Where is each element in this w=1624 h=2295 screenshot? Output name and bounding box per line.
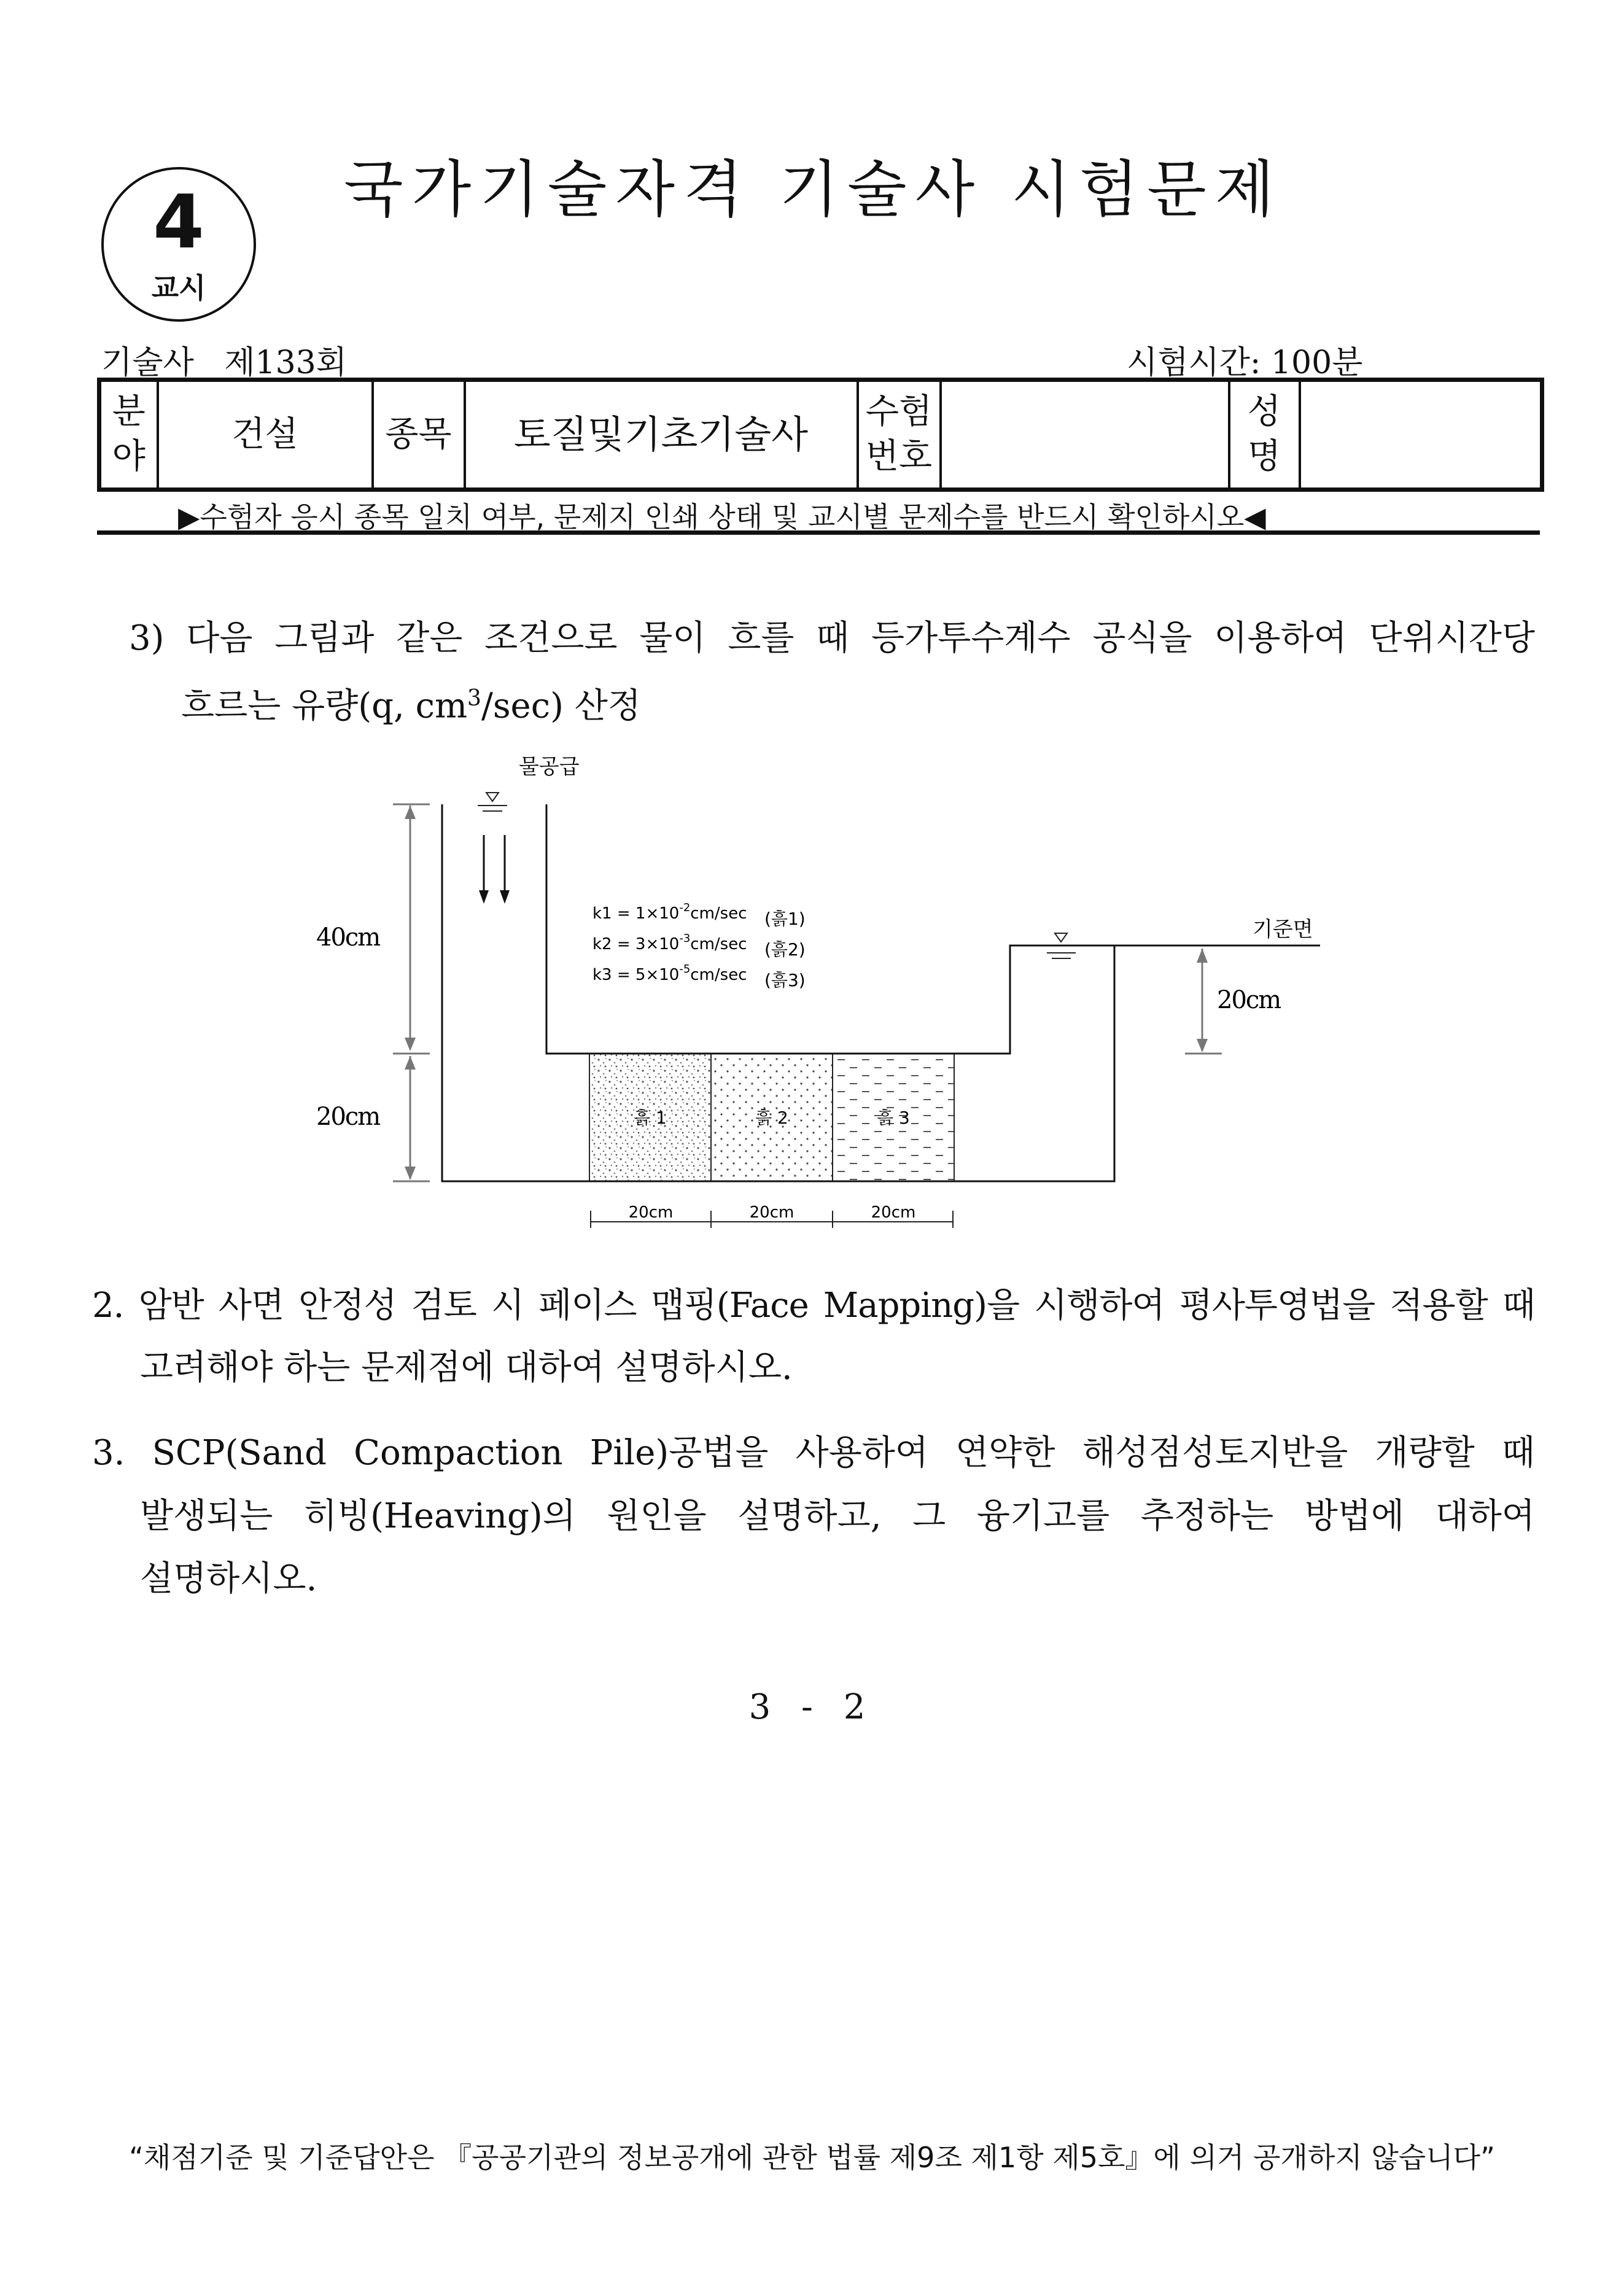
k3-soil: (흙3)	[764, 970, 806, 990]
footer-disclaimer: “채점기준 및 기준답안은 『공공기관의 정보공개에 관한 법률 제9조 제1항 제5호』에 의거 공개하지 않습니다”	[129, 2141, 1495, 2174]
dim-right-label: 20cm	[1217, 986, 1281, 1014]
q3-line-1: 3. SCP(Sand Compaction Pile)공법을 사용하여 연약한 해성점성토지반을 개량할 때	[92, 1433, 1535, 1473]
svg-text:k1 = 1×10-2cm/sec	[592, 901, 747, 923]
svg-text:k2 = 3×10-3cm/sec	[592, 932, 747, 953]
subq-line-1: 3) 다음 그림과 같은 조건으로 물이 흐를 때 등가투수계수 공식을 이용하여 단위시간당	[129, 618, 1535, 658]
k2-post: cm/sec	[690, 935, 747, 953]
dim-40-arrow-bottom	[405, 1038, 416, 1051]
permeability-figure	[0, 737, 1624, 1246]
k2-exp: -3	[679, 932, 691, 945]
q3-line-3: 설명하시오.	[140, 1559, 317, 1599]
k1-soil: (흙1)	[764, 909, 806, 929]
datum-label: 기준면	[1253, 917, 1313, 942]
examinee-label: 수험번호	[865, 392, 933, 476]
exam-round: 기술사 제133회	[101, 344, 348, 381]
examinee-number-field	[941, 380, 1229, 490]
k3-post: cm/sec	[690, 966, 747, 984]
category-value: 토질및기초기술사	[465, 380, 858, 490]
k1-post: cm/sec	[690, 904, 747, 923]
k2-soil: (흙2)	[764, 939, 806, 960]
subq-line-2-sup: 3	[467, 686, 481, 711]
svg-text:k3 = 5×10-5cm/sec	[592, 963, 747, 984]
name-field	[1300, 380, 1542, 490]
water-surface-marker-left	[486, 793, 499, 801]
flow-arrow-1-head	[479, 890, 489, 904]
soil-2-label: 흙 2	[755, 1108, 788, 1128]
exam-info-table	[97, 378, 1544, 492]
field-label: 분야	[112, 392, 146, 476]
subq-line-2-pre: 흐르는 유량(q, cm	[181, 686, 468, 726]
k3-pre: k3 = 5×10	[592, 966, 680, 984]
width-2-label: 20cm	[749, 1203, 795, 1222]
field-value: 건설	[158, 380, 373, 490]
dim-20-arrow-bottom	[405, 1167, 416, 1180]
dim-right-arrow-top	[1197, 949, 1208, 963]
flow-arrow-2-head	[500, 890, 510, 904]
name-label: 성명	[1247, 392, 1281, 476]
exam-time: 시험시간: 100분	[1127, 344, 1363, 381]
period-badge	[101, 167, 256, 322]
k2-pre: k2 = 3×10	[592, 935, 680, 953]
water-supply-label: 물공급	[519, 755, 580, 779]
field-label-cell	[99, 380, 158, 490]
water-surface-marker-right	[1055, 933, 1067, 942]
q2-line-2: 고려해야 하는 문제점에 대하여 설명하시오.	[140, 1348, 793, 1388]
soil-1-label: 흙 1	[634, 1108, 667, 1128]
k1-exp: -2	[679, 901, 691, 914]
width-3-label: 20cm	[871, 1203, 916, 1222]
k3-exp: -5	[679, 963, 691, 976]
page-title: 국가기술자격 기술사 시험문제	[344, 153, 1283, 225]
k1-pre: k1 = 1×10	[592, 904, 680, 923]
subq-line-2-post: /sec) 산정	[481, 686, 641, 726]
k2-label	[592, 932, 806, 960]
period-label: 교시	[151, 271, 206, 305]
dim-20-arrow-top	[405, 1056, 416, 1070]
examinee-label-cell	[858, 380, 941, 490]
q2-line-1: 2. 암반 사면 안정성 검토 시 페이스 맵핑(Face Mapping)을 시행하여 평사투영법을 적용할 때	[92, 1286, 1535, 1326]
dim-40-arrow-top	[405, 806, 416, 819]
width-1-label: 20cm	[628, 1203, 674, 1222]
period-number: 4	[153, 180, 204, 265]
soil-3-label: 흙 3	[877, 1108, 910, 1128]
page-number: 3 - 2	[748, 1687, 876, 1727]
dim-20-label: 20cm	[316, 1103, 380, 1131]
k3-label	[592, 963, 806, 990]
notice-text: ▶수험자 응시 종목 일치 여부, 문제지 인쇄 상태 및 교시별 문제수를 반드시 확인하시오◀	[178, 500, 1266, 534]
dim-40-label: 40cm	[316, 923, 380, 952]
category-label: 종목	[373, 380, 465, 490]
dim-right-arrow-bottom	[1197, 1039, 1208, 1052]
k1-label	[592, 901, 806, 929]
name-label-cell	[1229, 380, 1300, 490]
subq-line-2	[181, 667, 641, 739]
q3-line-2: 발생되는 히빙(Heaving)의 원인을 설명하고, 그 융기고를 추정하는 방법에 대하여	[140, 1496, 1535, 1536]
